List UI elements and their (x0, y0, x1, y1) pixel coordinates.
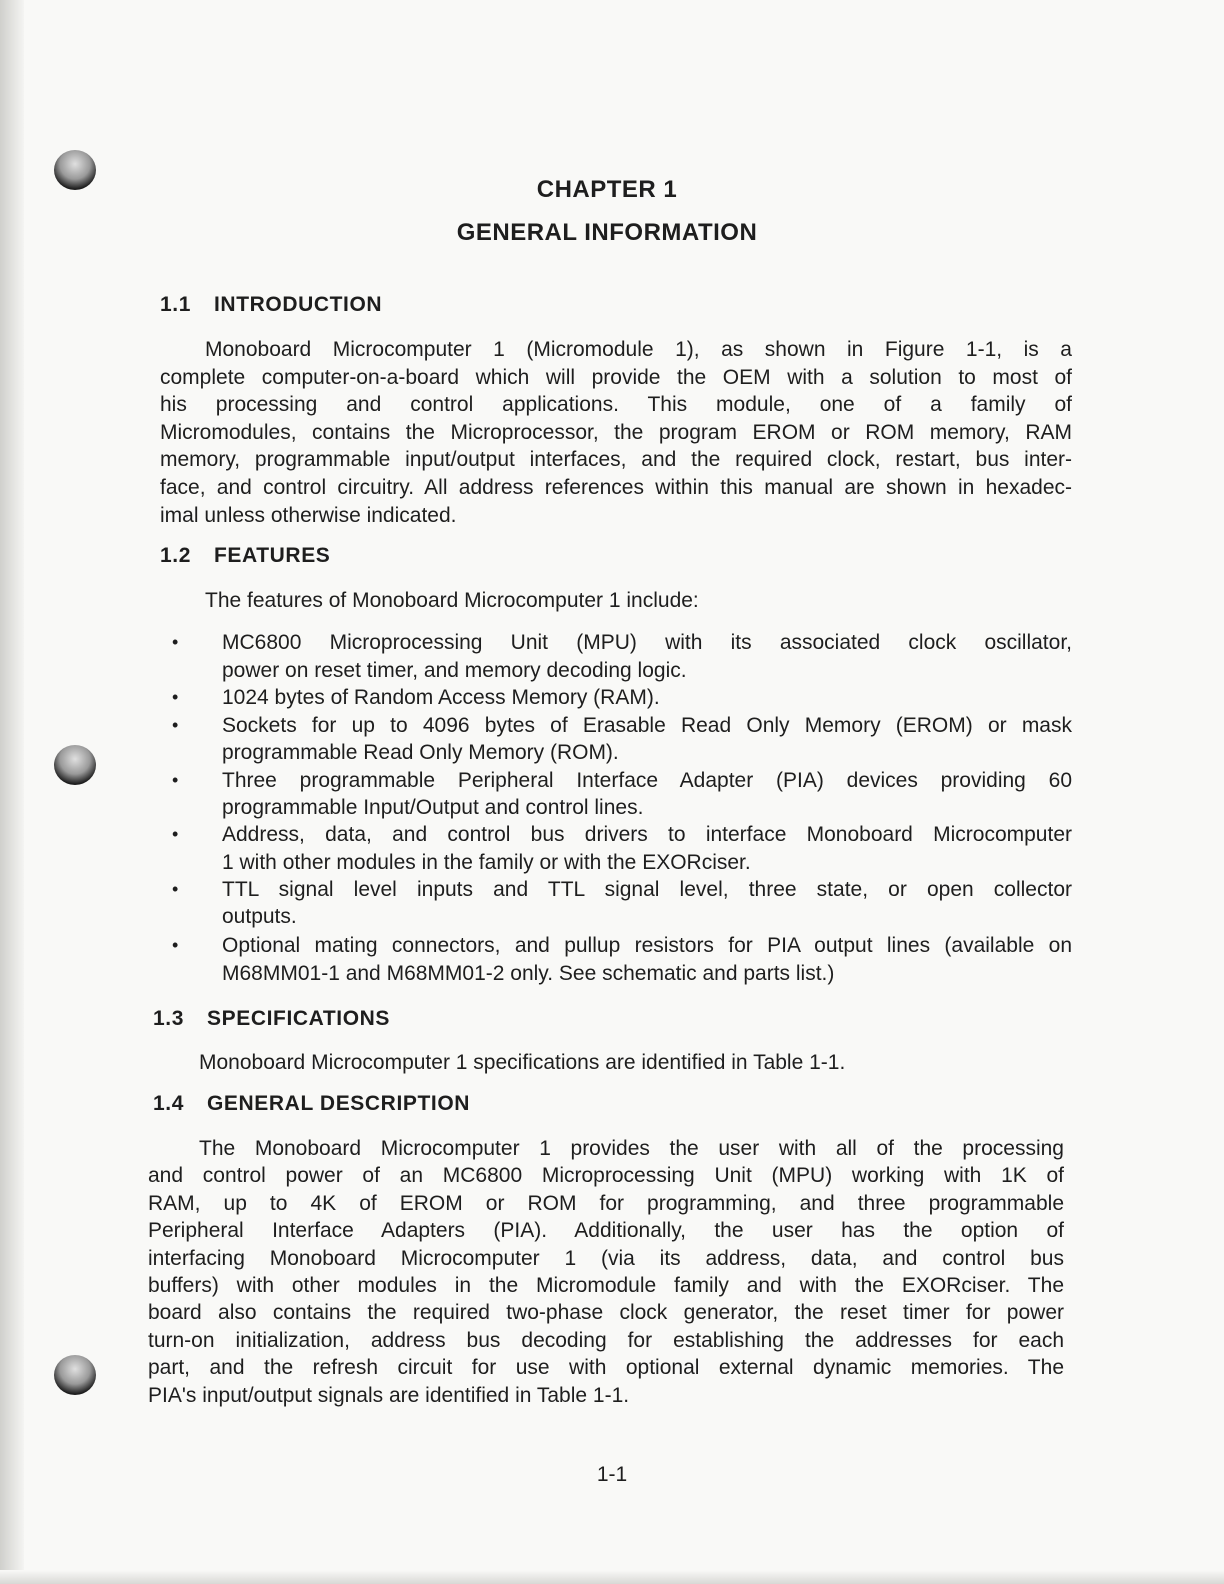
paragraph-line: face, and control circuitry. All address references within this manual are shown in hexadec- (160, 476, 1072, 499)
paragraph-line: board also contains the required two-phase clock generator, the reset timer for power (148, 1301, 1064, 1325)
section-heading-specifications (153, 1007, 390, 1031)
feature-item-line: Sockets for up to 4096 bytes of Erasable Read Only Memory (EROM) or mask (222, 714, 1072, 737)
paragraph-line: The Monoboard Microcomputer 1 provides the user with all of the processing (199, 1137, 1064, 1160)
section-heading-introduction (160, 293, 382, 317)
punch-hole-icon (54, 745, 96, 785)
feature-item-line: 1 with other modules in the family or with the EXORciser. (222, 851, 751, 874)
feature-item-line: TTL signal level inputs and TTL signal level, three state, or open collector (222, 878, 1072, 901)
section-heading-general-description (153, 1092, 470, 1116)
section-title: SPECIFICATIONS (207, 1007, 391, 1030)
section-number: 1.4 (153, 1092, 184, 1115)
feature-item-line: Optional mating connectors, and pullup resistors for PIA output lines (available on (222, 934, 1072, 957)
paragraph-line: complete computer-on-a-board which will provide the OEM with a solution to most of (160, 365, 1072, 389)
bullet-icon: • (172, 632, 179, 652)
paragraph-line: part, and the refresh circuit for use with optional external dynamic memories. The (148, 1356, 1064, 1380)
section-title: GENERAL DESCRIPTION (207, 1092, 471, 1115)
section-number: 1.1 (160, 293, 191, 316)
paragraph-line: his processing and control applications. This module, one of a family of (160, 393, 1072, 417)
feature-item-line: MC6800 Microprocessing Unit (MPU) with its associated clock oscillator, (222, 631, 1072, 654)
paragraph-line: Peripheral Interface Adapters (PIA). Additionally, the user has the option of (148, 1219, 1064, 1243)
chapter-title: GENERAL INFORMATION (456, 219, 758, 246)
paragraph-line: Monoboard Microcomputer 1 (Micromodule 1), as shown in Figure 1-1, is a (205, 338, 1072, 361)
page-number: 1-1 (596, 1463, 628, 1486)
features-intro: The features of Monoboard Microcomputer 1 include: (205, 589, 699, 612)
bullet-icon: • (172, 824, 179, 844)
paragraph-line: buffers) with other modules in the Micromodule family and with the EXORciser. The (148, 1274, 1064, 1297)
section-title: FEATURES (214, 544, 331, 567)
paragraph-line: interfacing Monoboard Microcomputer 1 (via its address, data, and control bus (148, 1246, 1064, 1270)
feature-item-line: Address, data, and control bus drivers to interface Monoboard Microcomputer (222, 823, 1072, 846)
section-heading-features (160, 544, 330, 568)
bullet-icon: • (172, 770, 179, 790)
paragraph-line: Micromodules, contains the Microprocessor, the program EROM or ROM memory, RAM (160, 420, 1072, 444)
feature-item-line: M68MM01-1 and M68MM01-2 only. See schematic and parts list.) (222, 962, 835, 985)
bullet-icon: • (172, 715, 179, 735)
feature-item-line: programmable Input/Output and control lines. (222, 796, 644, 819)
section-number: 1.3 (153, 1007, 184, 1030)
punch-hole-icon (54, 1355, 96, 1395)
feature-item-line: power on reset timer, and memory decoding logic. (222, 659, 687, 682)
paragraph-line: imal unless otherwise indicated. (160, 503, 457, 527)
paragraph-line: turn-on initialization, address bus decoding for establishing the addresses for each (148, 1328, 1064, 1352)
feature-item-line: outputs. (222, 905, 297, 928)
feature-item-line: 1024 bytes of Random Access Memory (RAM). (222, 686, 660, 709)
paragraph-line: memory, programmable input/output interfaces, and the required clock, restart, bus inter- (160, 448, 1072, 472)
paragraph-line: PIA's input/output signals are identified in Table 1-1. (148, 1383, 630, 1407)
feature-item-line: Three programmable Peripheral Interface Adapter (PIA) devices providing 60 (222, 769, 1072, 792)
bullet-icon: • (172, 935, 179, 955)
specifications-text: Monoboard Microcomputer 1 specifications are identified in Table 1-1. (199, 1051, 846, 1074)
section-title: INTRODUCTION (214, 293, 383, 316)
chapter-number: CHAPTER 1 (536, 176, 678, 203)
paragraph-line: RAM, up to 4K of EROM or ROM for programming, and three programmable (148, 1191, 1064, 1215)
bullet-icon: • (172, 687, 179, 707)
feature-item-line: programmable Read Only Memory (ROM). (222, 741, 619, 764)
section-number: 1.2 (160, 544, 191, 567)
page-bottom-shadow (0, 1570, 1224, 1584)
paragraph-line: and control power of an MC6800 Microprocessing Unit (MPU) working with 1K of (148, 1164, 1064, 1188)
bullet-icon: • (172, 879, 179, 899)
